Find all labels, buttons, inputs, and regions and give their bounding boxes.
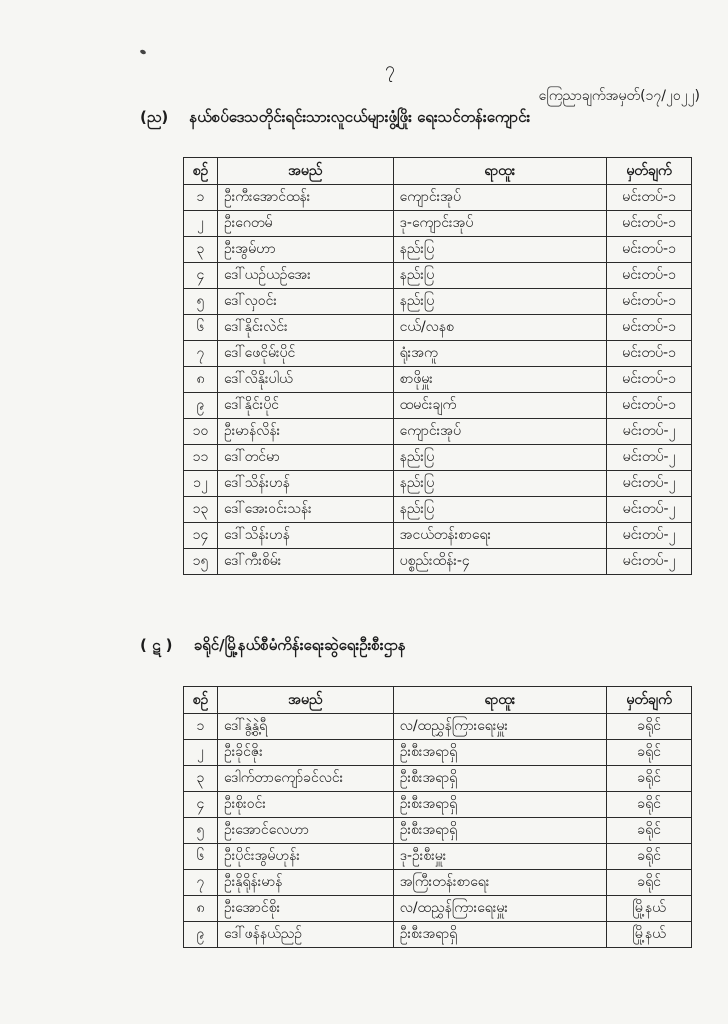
cell-position: နည်းပြ <box>393 263 606 289</box>
cell-position: နည်းပြ <box>393 471 606 497</box>
cell-remark: ခရိုင် <box>607 766 692 792</box>
cell-remark: မင်းတပ်-၂ <box>607 497 692 523</box>
table-header-row <box>184 158 692 185</box>
cell-serial: ၁၅ <box>184 549 218 575</box>
header-remark: မှတ်ချက် <box>607 687 692 714</box>
cell-serial: ၁ <box>184 185 218 211</box>
table-row <box>184 497 692 523</box>
table-row <box>184 185 692 211</box>
cell-serial: ၄ <box>184 792 218 818</box>
cell-remark: မင်းတပ်-၂ <box>607 419 692 445</box>
cell-remark: မင်းတပ်-၁ <box>607 315 692 341</box>
section-number-1: (ည) <box>140 108 169 126</box>
table-row <box>184 237 692 263</box>
cell-remark: ခရိုင် <box>607 844 692 870</box>
cell-position: ရုံးအကူ <box>393 341 606 367</box>
page-number: ၇ <box>385 58 396 79</box>
cell-name: ဒေါ်ကီးစိမ်း <box>217 549 393 575</box>
cell-name: ဒေါ်အေးဝင်းသန်း <box>217 497 393 523</box>
cell-position: ကျောင်းအုပ် <box>393 419 606 445</box>
cell-name: ဦးဂေတမ် <box>217 211 393 237</box>
table-body-1 <box>184 185 692 575</box>
table-row <box>184 896 692 922</box>
cell-serial: ၁၁ <box>184 445 218 471</box>
cell-name: ဦးစိုးဝင်း <box>217 792 393 818</box>
cell-position: နည်းပြ <box>393 237 606 263</box>
cell-name: ဦးနိုရိုန်းမာန် <box>217 870 393 896</box>
table-row <box>184 289 692 315</box>
table-row <box>184 471 692 497</box>
table-row <box>184 445 692 471</box>
cell-name: ဦးမာန်လိန်း <box>217 419 393 445</box>
table-row <box>184 922 692 948</box>
table-row <box>184 740 692 766</box>
table-row <box>184 844 692 870</box>
cell-serial: ၁ <box>184 714 218 740</box>
cell-serial: ၅ <box>184 289 218 315</box>
cell-remark: ခရိုင် <box>607 740 692 766</box>
header-serial: စဉ် <box>184 158 218 185</box>
cell-position: နည်းပြ <box>393 497 606 523</box>
table-row <box>184 818 692 844</box>
header-serial: စဉ် <box>184 687 218 714</box>
cell-position: နည်းပြ <box>393 289 606 315</box>
cell-name: ဒေါ်နွဲ့နွဲ့ရီ <box>217 714 393 740</box>
cell-serial: ၁၄ <box>184 523 218 549</box>
table-header-row <box>184 687 692 714</box>
cell-position: စာဖိုမှူး <box>393 367 606 393</box>
section-title-2: ခရိုင်/မြို့နယ်စီမံကိန်းရေးဆွဲရေးဦးစီးဌာန <box>193 636 406 654</box>
cell-position: ဦးစီးအရာရှိ <box>393 766 606 792</box>
cell-remark: မင်းတပ်-၂ <box>607 549 692 575</box>
cell-remark: မြို့နယ် <box>607 896 692 922</box>
cell-remark: မြို့နယ် <box>607 922 692 948</box>
table-row <box>184 523 692 549</box>
cell-remark: မင်းတပ်-၁ <box>607 341 692 367</box>
table-row <box>184 367 692 393</box>
header-position: ရာထူး <box>393 158 606 185</box>
cell-position: ဒု-ကျောင်းအုပ် <box>393 211 606 237</box>
section-heading-1 <box>140 108 530 130</box>
cell-position: ဦးစီးအရာရှိ <box>393 740 606 766</box>
cell-remark: ခရိုင် <box>607 792 692 818</box>
cell-serial: ၉ <box>184 393 218 419</box>
cell-position: ဦးစီးအရာရှိ <box>393 818 606 844</box>
cell-name: ဒေါ်သိန်းဟန် <box>217 523 393 549</box>
cell-name: ဦးအွမ်ဟာ <box>217 237 393 263</box>
cell-position: ဒု-ဦးစီးမှူး <box>393 844 606 870</box>
table-row <box>184 263 692 289</box>
section-heading-2 <box>140 636 406 658</box>
staff-table-1 <box>183 157 692 575</box>
table-row <box>184 315 692 341</box>
cell-serial: ၃ <box>184 766 218 792</box>
document-reference: ကြေညာချက်အမှတ်(၁၇/၂၀၂၂) <box>538 88 700 104</box>
cell-serial: ၁၃ <box>184 497 218 523</box>
cell-name: ဒေါ်နိုင်းလဲင်း <box>217 315 393 341</box>
cell-remark: မင်းတပ်-၁ <box>607 211 692 237</box>
cell-serial: ၂ <box>184 211 218 237</box>
cell-serial: ၂ <box>184 740 218 766</box>
cell-name: ဒေါ်ဖန်နယ်ညဉ် <box>217 922 393 948</box>
cell-name: ဒေါ်နိုင်းပိုင် <box>217 393 393 419</box>
cell-name: ဒေါ်လှဝင်း <box>217 289 393 315</box>
cell-name: ဒေါ်သိန်းဟန် <box>217 471 393 497</box>
section-title-1: နယ်စပ်ဒေသတိုင်းရင်းသားလူငယ်များဖွံ့ဖြိုး ရေးသင်တန်းကျောင်း <box>189 108 531 126</box>
header-remark: မှတ်ချက် <box>607 158 692 185</box>
cell-remark: မင်းတပ်-၁ <box>607 289 692 315</box>
header-name: အမည် <box>217 687 393 714</box>
cell-name: ဦးကီးအောင်ထန်း <box>217 185 393 211</box>
cell-remark: မင်းတပ်-၂ <box>607 523 692 549</box>
cell-position: ပစ္စည်းထိန်း-၄ <box>393 549 606 575</box>
cell-position: အကြီးတန်းစာရေး <box>393 870 606 896</box>
section-number-2: ( ဋ ) <box>140 636 173 654</box>
cell-name: ဒေါ်ယဉ်ယဉ်အေး <box>217 263 393 289</box>
table-row <box>184 792 692 818</box>
cell-position: လ/ထညွှန်ကြားရေးမှူး <box>393 714 606 740</box>
table-row <box>184 419 692 445</box>
cell-position: ထမင်းချက် <box>393 393 606 419</box>
cell-serial: ၅ <box>184 818 218 844</box>
cell-remark: ခရိုင် <box>607 818 692 844</box>
cell-remark: မင်းတပ်-၁ <box>607 367 692 393</box>
table-row <box>184 714 692 740</box>
cell-remark: မင်းတပ်-၂ <box>607 471 692 497</box>
cell-remark: ခရိုင် <box>607 870 692 896</box>
cell-name: ဒေါ်လိနိုးပါယ် <box>217 367 393 393</box>
cell-remark: မင်းတပ်-၂ <box>607 445 692 471</box>
cell-serial: ၁၀ <box>184 419 218 445</box>
cell-position: ငယ်/လနစ <box>393 315 606 341</box>
cell-name: ဦးအောင်လေဟာ <box>217 818 393 844</box>
table-row <box>184 341 692 367</box>
cell-remark: ခရိုင် <box>607 714 692 740</box>
table-row <box>184 393 692 419</box>
cell-serial: ၈ <box>184 896 218 922</box>
cell-serial: ၆ <box>184 315 218 341</box>
cell-position: ဦးစီးအရာရှိ <box>393 792 606 818</box>
table-row <box>184 870 692 896</box>
cell-remark: မင်းတပ်-၁ <box>607 393 692 419</box>
header-position: ရာထူး <box>393 687 606 714</box>
cell-name: ဒေါက်တာကျော်ခင်လင်း <box>217 766 393 792</box>
cell-name: ဦးအောင်စိုး <box>217 896 393 922</box>
cell-remark: မင်းတပ်-၁ <box>607 237 692 263</box>
cell-position: ကျောင်းအုပ် <box>393 185 606 211</box>
cell-serial: ၇ <box>184 870 218 896</box>
cell-position: အငယ်တန်းစာရေး <box>393 523 606 549</box>
header-name: အမည် <box>217 158 393 185</box>
cell-serial: ၇ <box>184 341 218 367</box>
cell-serial: ၃ <box>184 237 218 263</box>
cell-remark: မင်းတပ်-၁ <box>607 185 692 211</box>
cell-name: ဒေါ်တင်မာ <box>217 445 393 471</box>
cell-position: ဦးစီးအရာရှိ <box>393 922 606 948</box>
cell-name: ဒေါ်ဖေငိုမ်းပိုင် <box>217 341 393 367</box>
table-row <box>184 211 692 237</box>
table-row <box>184 766 692 792</box>
cell-serial: ၉ <box>184 922 218 948</box>
cell-position: လ/ထညွှန်ကြားရေးမှူး <box>393 896 606 922</box>
cell-name: ဦးပိုင်းအွမ်ဟုန်း <box>217 844 393 870</box>
scan-speck <box>139 49 146 55</box>
cell-serial: ၁၂ <box>184 471 218 497</box>
cell-serial: ၄ <box>184 263 218 289</box>
cell-serial: ၆ <box>184 844 218 870</box>
cell-position: နည်းပြ <box>393 445 606 471</box>
cell-name: ဦးခိုင်ဇိုး <box>217 740 393 766</box>
cell-remark: မင်းတပ်-၁ <box>607 263 692 289</box>
table-body-2 <box>184 714 692 948</box>
staff-table-2 <box>183 686 692 948</box>
cell-serial: ၈ <box>184 367 218 393</box>
table-row <box>184 549 692 575</box>
